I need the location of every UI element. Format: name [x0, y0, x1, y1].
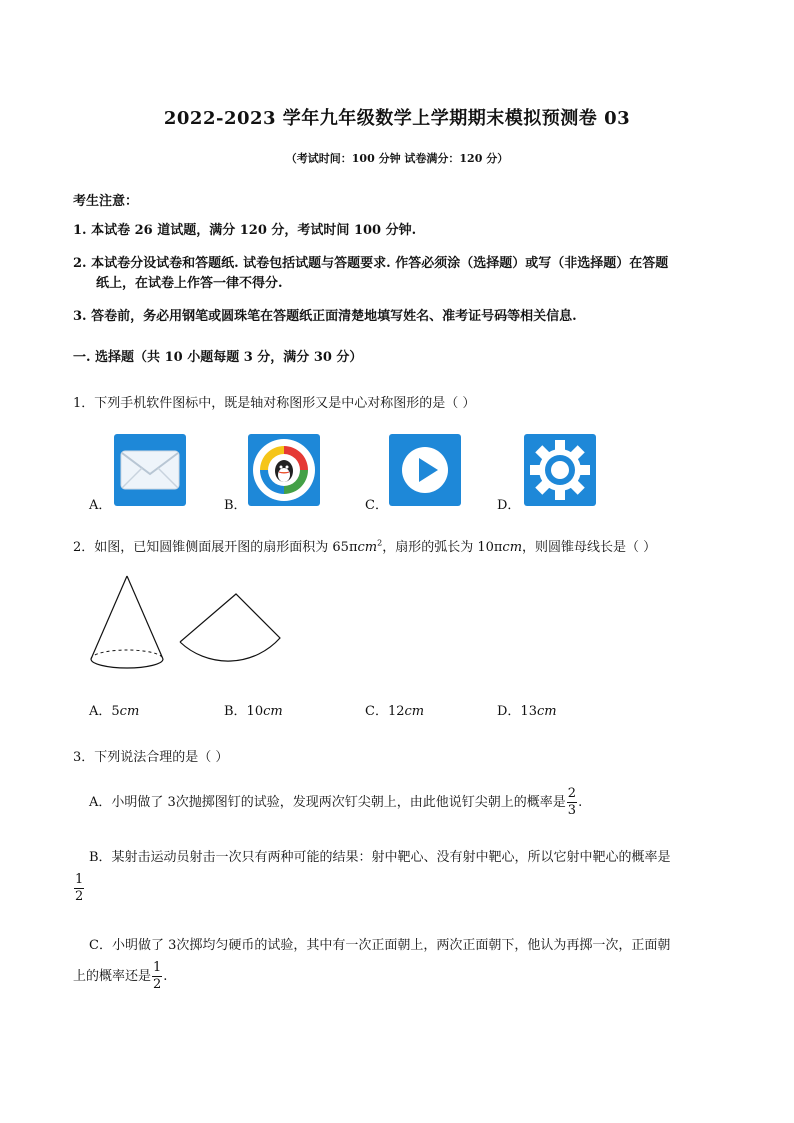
notice-item-1: 1. 本试卷 26 道试题，满分 120 分，考试时间 100 分钟.	[73, 223, 417, 238]
question-1-stem: 1．下列手机软件图标中，既是轴对称图形又是中心对称图形的是（ ）	[73, 396, 476, 411]
page-title: 2022-2023 学年九年级数学上学期期末模拟预测卷 03	[163, 108, 631, 129]
q3-option-a: A．小明做了 3次抛掷图钉的试验，发现两次钉尖朝上，由此他说钉尖朝上的概率是 $\frac{2}{3}$ .	[89, 786, 583, 818]
sector-figure	[180, 594, 280, 661]
question-3-stem: 3．下列说法合理的是（ ）	[73, 750, 229, 765]
question-2-stem: 2．如图，已知圆锥侧面展开图的扇形面积为 65πcm$^2$，扇形的弧长为 10πcm，则圆锥母线长是（ ）	[73, 538, 657, 555]
q2-option-c: C．12cm	[365, 704, 425, 719]
notice-item-3: 3. 答卷前，务必用钢笔或圆珠笔在答题纸正面清楚地填写姓名、准考证号码等相关信息.	[73, 309, 577, 324]
q2-option-b: B．10cm	[224, 704, 283, 719]
exam-info: （考试时间：100 分钟 试卷满分：120 分）	[285, 152, 509, 165]
gear-settings-icon	[524, 434, 596, 506]
q3-option-c-line2: 上的概率还是 $\frac{1}{2}$ .	[73, 960, 168, 992]
notice-heading: 考生注意：	[73, 194, 139, 209]
q3-option-b: B．某射击运动员射击一次只有两种可能的结果：射中靶心、没有射中靶心，所以它射中靶心的概率是	[89, 850, 671, 865]
notice-item-2: 2. 本试卷分设试卷和答题纸. 试卷包括试题与答题要求. 作答必须涂（选择题）或写（非选择题）在答题	[73, 256, 669, 271]
cone-and-sector-figure	[85, 572, 290, 677]
fraction-two-thirds: $\frac{2}{3}$	[567, 786, 577, 818]
q1-option-a-label: A．	[89, 498, 112, 513]
q3-option-c-line1: C．小明做了 3次掷均匀硬币的试验，其中有一次正面朝上，两次正面朝下，他认为再掷一次，正面朝	[89, 938, 671, 953]
qq-penguin-icon	[248, 434, 320, 506]
fraction-one-half: $\frac{1}{2}$	[153, 960, 162, 992]
q1-option-b-label: B．	[224, 498, 247, 513]
notice-item-2-cont: 纸上，在试卷上作答一律不得分.	[96, 276, 283, 291]
q3-option-b-fraction: $\frac{1}{2}$	[75, 872, 84, 904]
q2-option-d: D．13cm	[497, 704, 557, 719]
cone-figure	[91, 576, 163, 668]
q1-option-d-label: D．	[497, 498, 521, 513]
q2-option-a: A．5cm	[89, 704, 140, 719]
mail-envelope-icon	[114, 434, 186, 506]
q1-option-c-label: C．	[365, 498, 388, 513]
section-heading: 一. 选择题（共 10 小题每题 3 分，满分 30 分）	[73, 350, 363, 365]
play-button-icon	[389, 434, 461, 506]
